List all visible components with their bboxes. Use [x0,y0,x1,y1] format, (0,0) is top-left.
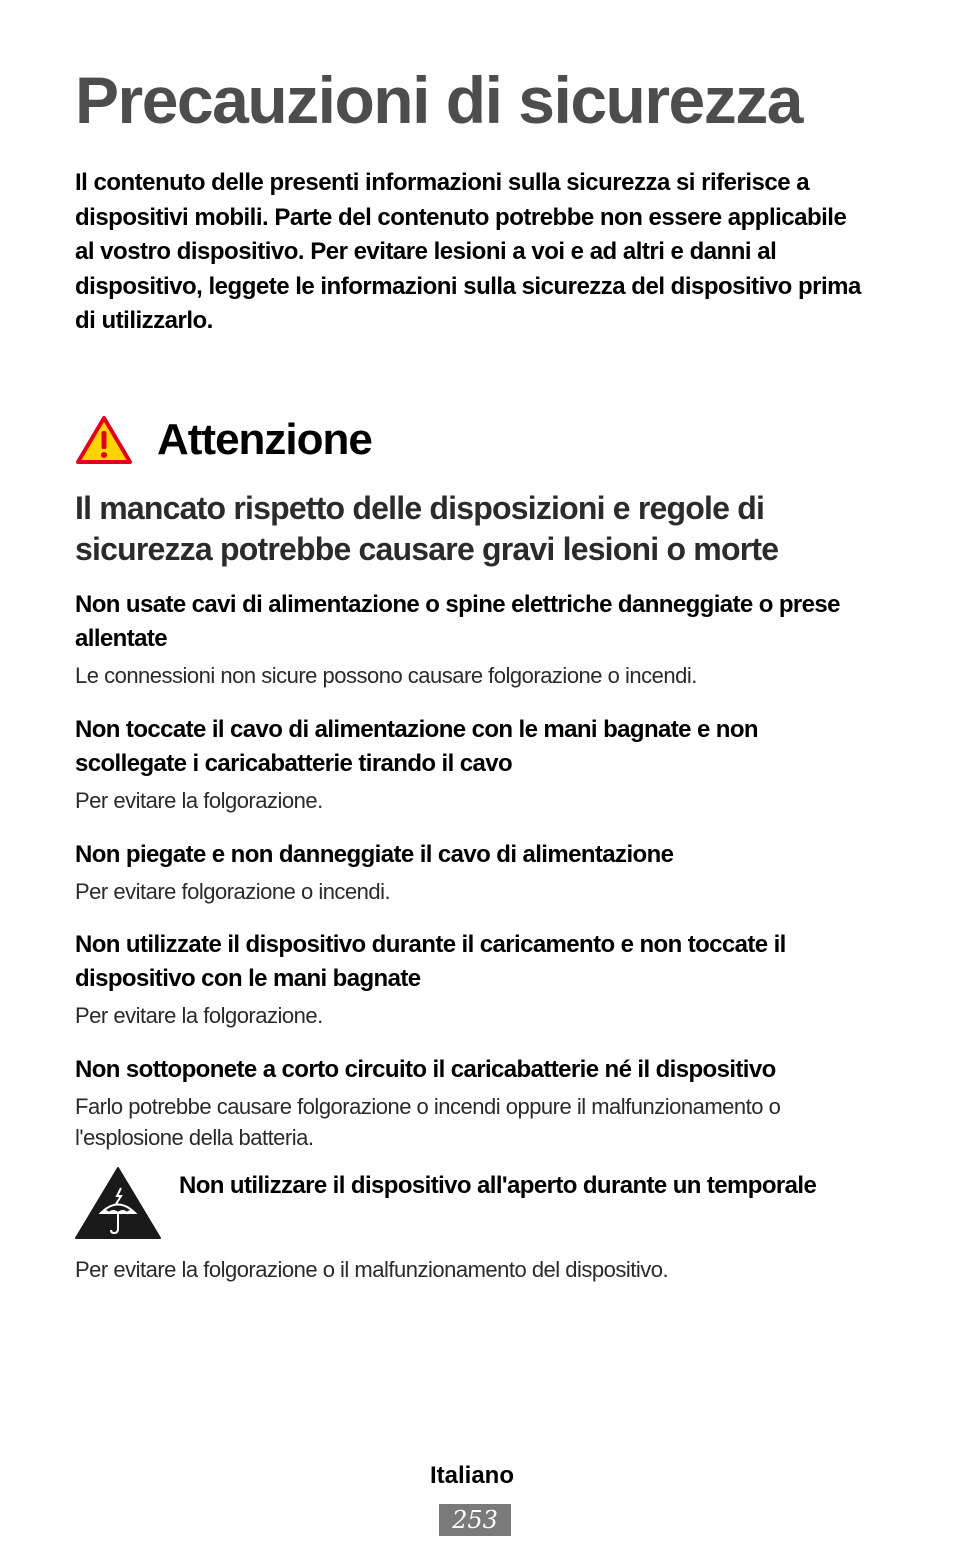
precaution-item [75,928,875,1031]
warning-subtitle: Il mancato rispetto delle disposizioni e regole di sicurezza potrebbe causare gravi lesioni o morte [75,490,779,567]
precaution-item [75,588,875,691]
precaution-description: Per evitare la folgorazione. [75,788,323,813]
precaution-item [75,838,875,907]
storm-description: Per evitare la folgorazione o il malfunzionamento del dispositivo. [75,1257,669,1282]
precaution-description: Per evitare la folgorazione. [75,1003,323,1028]
precaution-heading: Non toccate il cavo di alimentazione con le mani bagnate e non scollegate i caricabatterie tirando il cavo [75,716,758,777]
precaution-heading: Non utilizzate il dispositivo durante il caricamento e non toccate il dispositivo con le mani bagnate [75,931,786,992]
intro-paragraph: Il contenuto delle presenti informazioni sulla sicurezza si riferisce a dispositivi mobili. Parte del contenuto potrebbe non essere applicabile al vostro dispositivo. Per evitare lesioni a voi e ad altri e danni al dispositivo, leggete le informazioni sulla sicurezza del dispositivo prima di utilizzarlo. [75,169,861,334]
footer-language: Italiano [429,1462,514,1489]
page-number: 253 [439,1504,511,1536]
precaution-description: Farlo potrebbe causare folgorazione o incendi oppure il malfunzionamento o l'esplosione della batteria. [75,1094,781,1150]
precaution-item [75,1053,875,1153]
precaution-description: Le connessioni non sicure possono causare folgorazione o incendi. [75,663,697,688]
precaution-heading: Non piegate e non danneggiate il cavo di alimentazione [75,841,674,868]
precaution-item [75,713,875,816]
warning-title: Attenzione [157,415,372,464]
precaution-heading: Non usate cavi di alimentazione o spine elettriche danneggiate o prese allentate [75,591,840,652]
warning-header [75,412,372,468]
page-title: Precauzioni di sicurezza [75,63,802,137]
storm-heading: Non utilizzare il dispositivo all'aperto durante un temporale [179,1172,817,1199]
precaution-heading: Non sottoponete a corto circuito il caricabatterie né il dispositivo [75,1056,776,1083]
precaution-description: Per evitare folgorazione o incendi. [75,879,391,904]
warning-triangle-icon [75,415,133,465]
umbrella-lightning-icon [75,1166,161,1240]
